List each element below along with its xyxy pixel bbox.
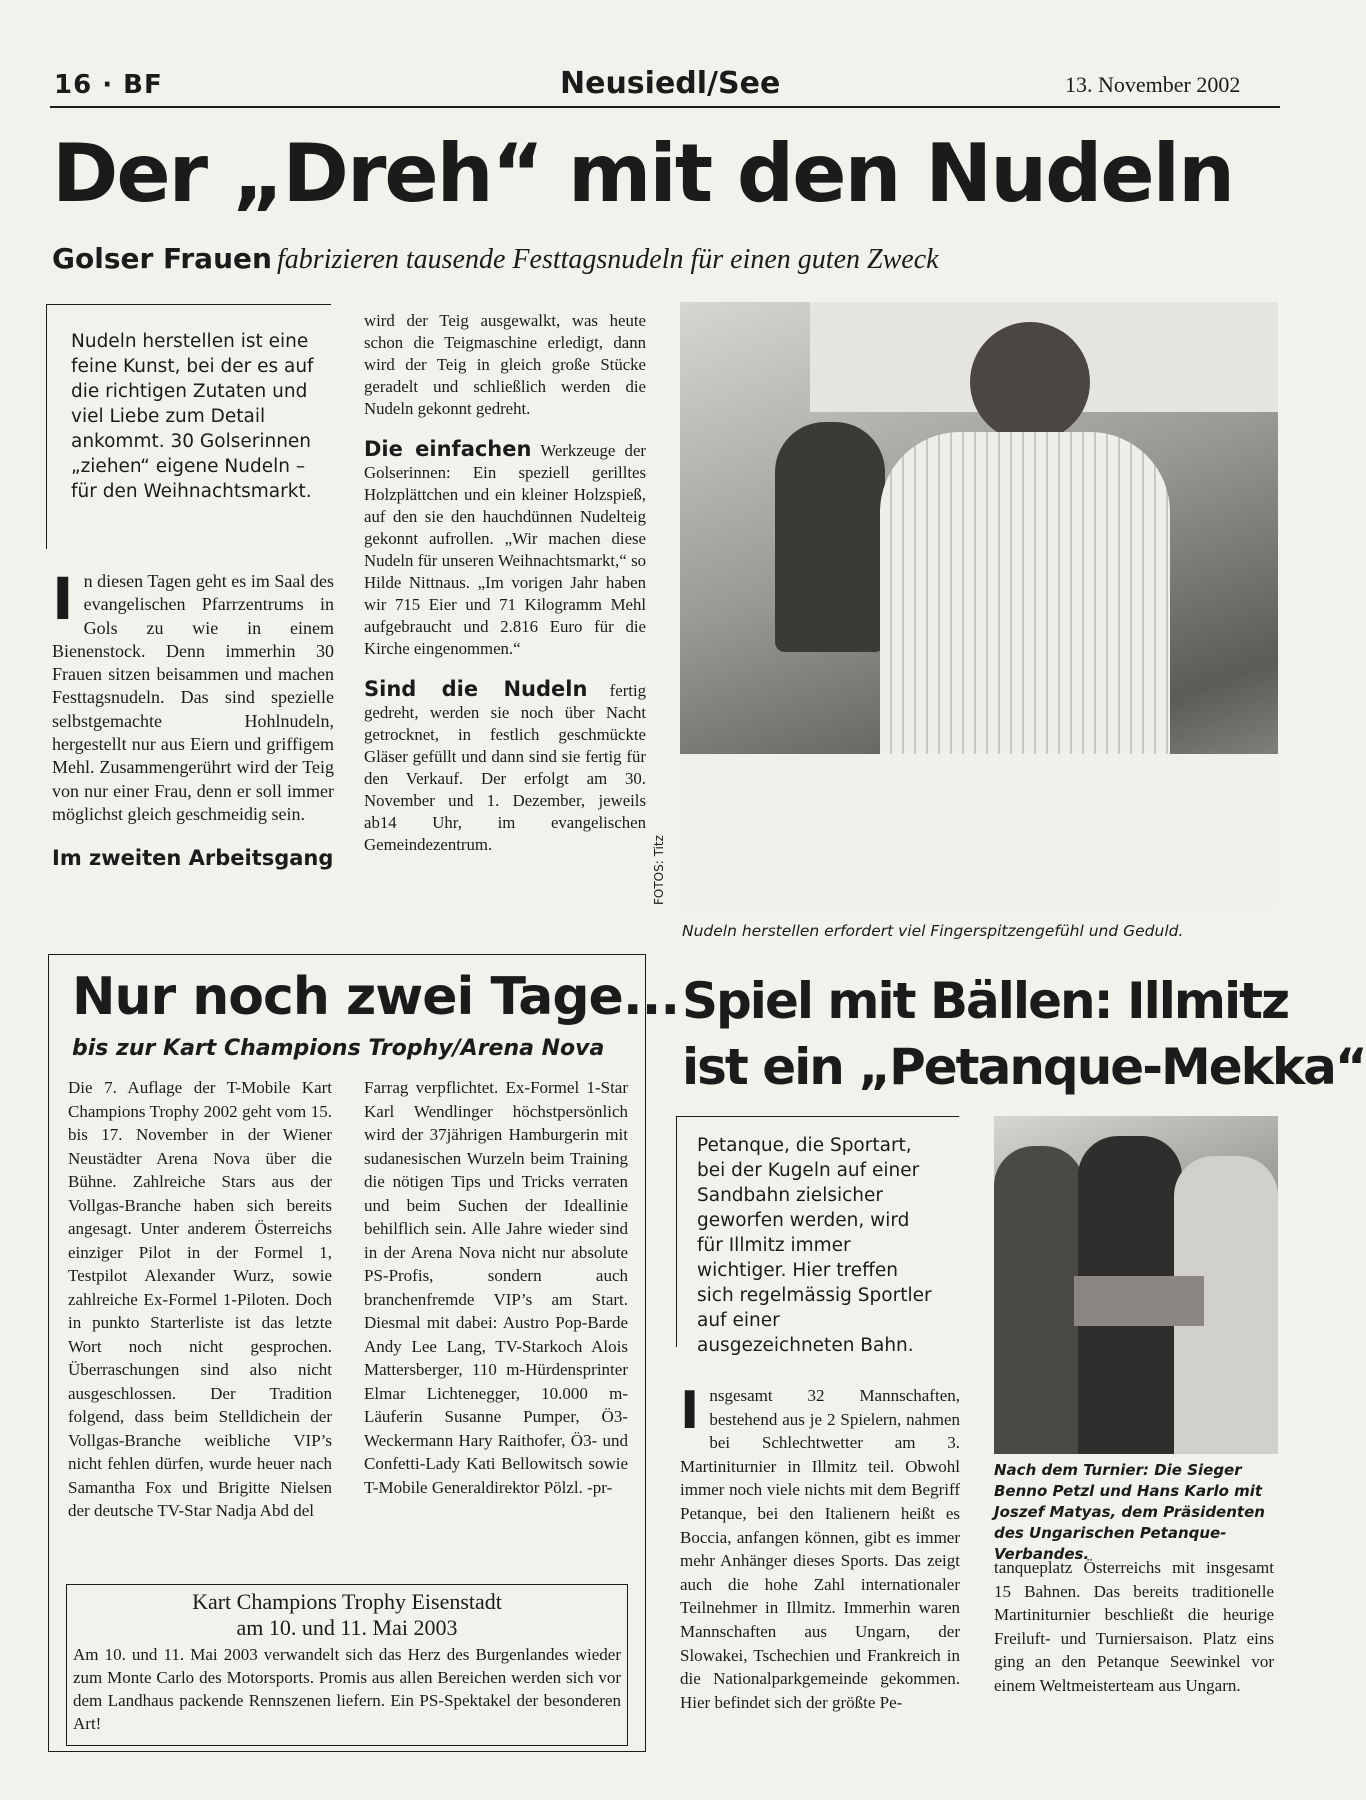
kicker-bold: Golser Frauen [52,242,272,275]
photo-petanque [994,1116,1278,1454]
photo-credit: FOTOS: Titz [652,835,666,905]
kart-column-1: Die 7. Auflage der T-Mobile Kart Champions Trophy 2002 geht vom 15. bis 17. November in der Wiener Neustädter Arena Nova über die Bühne. Zahlreiche Stars aus der Vollgas-Branche haben sich bereits angesagt. Unter anderem Österreichs einziger Pilot in der Formel 1, Testpilot Alexander Wurz, sowie zahlreiche Ex-Formel 1-Piloten. Doch in punkto Starterliste ist das letzte Wort noch nicht gesprochen. Überraschungen sind also nicht ausgeschlossen. Der Tradition folgend, dass beim Stelldichein der Vollgas-Branche weibliche VIP’s nicht fehlen dürfen, wurde heuer nach Samantha Fox und Brigitte Nielsen der deutsche TV-Star Nadja Abd del [68,1078,332,1520]
issue-date: 13. November 2002 [1065,72,1241,97]
photo-caption-nudeln: Nudeln herstellen erfordert viel Fingerspitzengefühl und Geduld. [682,922,1184,940]
info-box-subtitle: am 10. und 11. Mai 2003 [236,1615,458,1640]
kart-info-box [66,1584,628,1746]
kart-column-2: Farrag verpflichtet. Ex-Formel 1-Star Karl Wendlinger höchstpersönlich wird der 37jährigen Hamburgerin mit sudanesischen Wurzeln beim Training die nötigen Tips und Tricks verraten und beim Suchen der Ideallinie behilflich sein. Alle Jahre wieder sind in der Arena Nova nicht nur absolute PS-Profis, sondern auch branchenfremde VIP’s am Start. Diesmal mit dabei: Austro Pop-Barde Andy Lee Lang, TV-Starkoch Alois Mattersberger, 110 m-Hürdensprinter Elmar Lichtenegger, 10.000 m-Läuferin Susanne Pumper, Ö3-Weckermann Hary Raithofer, Ö3- und Confetti-Lady Kati Bellowitsch sowie T-Mobile Generaldirektor Pölzl. -pr- [364,1078,628,1497]
lead-text-petanque: Petanque, die Sportart, bei der Kugeln auf einer Sandbahn zielsicher geworfen werden, wird für Illmitz immer wichtiger. Hier treffen sich regelmässig Sportler auf einer ausgezeichneten Bahn. [697,1135,932,1356]
info-box-title: Kart Champions Trophy Eisenstadt [192,1589,502,1614]
column-1 [52,565,334,871]
headline-nudeln: Der „Dreh“ mit den Nudeln [52,127,1234,220]
petanque-column-1 [680,1381,960,1714]
petanque-column-2: tanqueplatz Österreichs mit insgesamt 15 Bahnen. Das bereits traditionelle Martiniturnier beschließt die heurige Freiluft- und Turniersaison. Platz eins ging an den Petanque Seewinkel vor einem Weltmeisterteam aus Ungarn. [994,1558,1274,1695]
dropcap-petanque: I [680,1381,700,1441]
paragraph-2: wird der Teig ausgewalkt, was heute schon die Teigmaschine erledigt, dann wird der Teig in gleich große Stücke geradelt und schließlich werden die Nudeln gekonnt gedreht. [364,311,646,418]
headline-petanque-line1: Spiel mit Bällen: Illmitz [682,972,1289,1030]
photo-trophy-box [1074,1276,1204,1326]
photo-person-head [970,322,1090,442]
subhead-3: Sind die Nudeln [364,677,588,701]
column-2 [364,310,646,856]
paragraph-1: In diesen Tagen geht es im Saal des evangelischen Pfarrzentrums in Gols zu wie in einem Bienenstock. Denn immerhin 30 Frauen sitzen beisammen und machen Festtagsnudeln. Das sind spezielle selbstgemachte Hohlnudeln, hergestellt nur aus Eiern und griffigem Mehl. Zusammengerührt wird der Teig von nur einer Frau, denn er soll immer möglichst gleich geschmeidig sein. [52,565,334,824]
lead-text: Nudeln herstellen ist eine feine Kunst, bei der es auf die richtigen Zutaten und viel Liebe zum Detail ankommt. 30 Golserinnen „ziehen“ eigene Nudeln – für den Weihnachtsmarkt. [71,331,314,502]
subhead-2: Die einfachen [364,437,532,461]
kicker-italic: fabrizieren tausende Festtagsnudeln für einen guten Zweck [277,244,939,275]
paragraph-3: Die einfachen Werkzeuge der Golserinnen: Ein speziell gerilltes Holzplättchen und ein kleiner Holzspieß, auf den sie den hauchdünnen Nudelteig gekonnt aufrollen. „Wir machen diese Nudeln für unseren Weihnachtsmarkt,“ so Hilde Nittnaus. „Im vorigen Jahr haben wir 715 Eier und 71 Kilogramm Mehl aufgebraucht und 2.816 Euro für die Kirche eingenommen.“ [364,437,646,658]
kicker-nudeln [52,242,939,276]
photo-caption-petanque: Nach dem Turnier: Die Sieger Benno Petzl und Hans Karlo mit Joszef Matyas, dem Präsidenten des Ungarischen Petanque-Verbandes. [994,1461,1265,1563]
headline-kart: Nur noch zwei Tage... [72,967,680,1027]
subhead-1: Im zweiten Arbeitsgang [52,846,334,871]
lead-box-nudeln [46,304,331,549]
petanque-paragraph-1: Insgesamt 32 Mannschaften, bestehend aus je 2 Spielern, nahmen bei Schlechtwetter am 3. Martiniturnier in Illmitz teil. Obwohl immer noch viele nichts mit dem Begriff Petanque, bei den Italienern heißt es Boccia, anfangen können, gibt es immer mehr Anhänger dieses Sports. Das zeigt auch die hohe Zahl internationaler Teilnehmer in Illmitz. Immerhin waren Mannschaften aus Ungarn, der Slowakei, Tschechien und Frankreich in die Nationalparkgemeinde gekommen. Hier befindet sich der größte Pe- [680,1381,960,1712]
subtitle-kart: bis zur Kart Champions Trophy/Arena Nova [72,1036,605,1061]
photo-table [680,754,1278,906]
lead-box-petanque [676,1116,959,1356]
photo-player-1 [994,1146,1084,1454]
page-number: 16 · BF [54,70,163,100]
section-title: Neusiedl/See [560,66,781,101]
photo-nudeln [680,302,1278,906]
header-rule [50,106,1280,108]
paragraph-4: Sind die Nudeln fertig gedreht, werden sie noch über Nacht getrocknet, in festlich geschmückte Gläser gefüllt und dann sind sie fertig für den Verkauf. Der erfolgt am 30. November und 1. Dezember, jeweils ab14 Uhr, im evangelischen Gemeindezentrum. [364,677,646,854]
photo-person-left [775,422,885,652]
headline-petanque-line2: ist ein „Petanque-Mekka“ [682,1038,1366,1096]
info-box-text: Am 10. und 11. Mai 2003 verwandelt sich das Herz des Burgenlandes wieder zum Monte Carlo des Motorsports. Promis aus allen Bereichen werden sich vor dem Landhaus packende Rennszenen liefern. Ein PS-Spektakel der besonderen Art! [73,1645,621,1733]
dropcap: I [52,565,74,633]
